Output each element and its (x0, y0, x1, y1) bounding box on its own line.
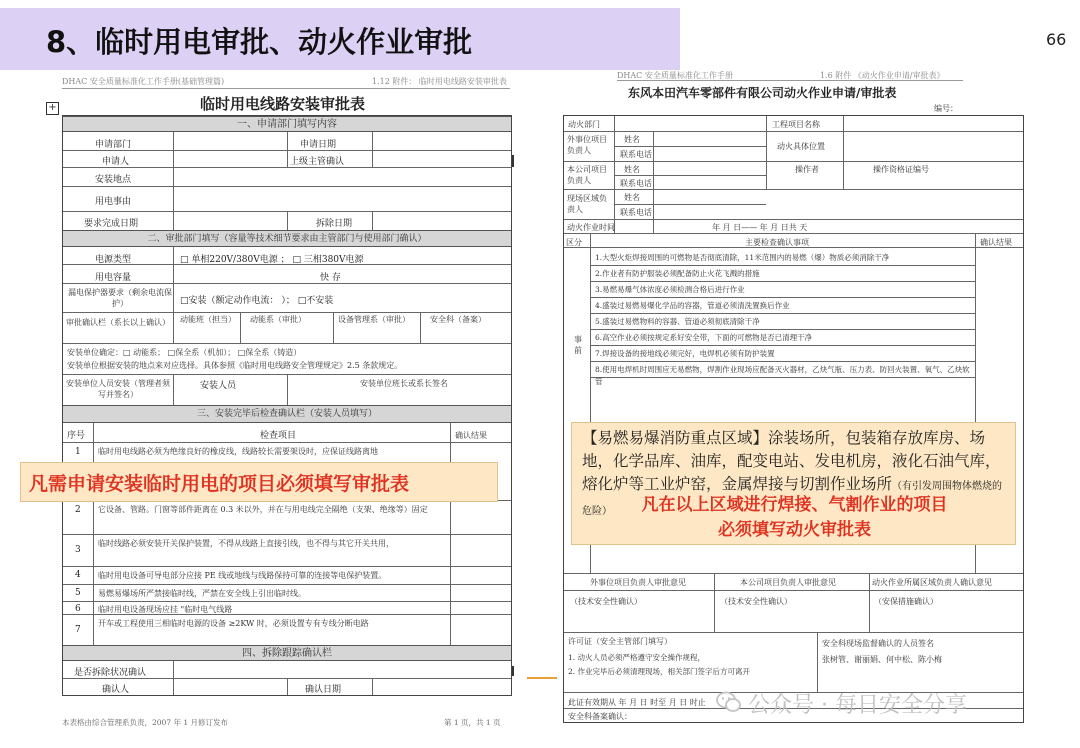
hot-check-item: 3.易燃易爆气体浓度必须检测合格后进行作业 (595, 285, 745, 294)
check-no: 6 (75, 604, 81, 614)
hot-check-item: 4.盛装过易燃易爆化学品的容器，管道必须清洗置换后作业 (595, 301, 790, 310)
check-no: 4 (75, 570, 81, 580)
date-label: 申请日期 (300, 140, 337, 150)
right-form-header-right: 1.6 附件 《动火作业申请/审批表》 (820, 71, 945, 80)
approve-dept-2: 动能系（审批） (250, 315, 306, 324)
main-check-header: 主要检查确认事项 (745, 238, 809, 247)
check-no: 1 (75, 447, 81, 457)
page-number: 66 (1046, 30, 1067, 49)
project-name-label: 工程项目名称 (772, 120, 820, 129)
opinion-sub-3: （安保措施确认） (874, 597, 938, 606)
check-text: 临时线路必须安装开关保护装置，不得从线路上直接引线，也不得与其它开关共用， (98, 539, 394, 548)
table-move-icon[interactable]: + (46, 102, 59, 115)
hot-work-callout-red-2: 必须填写动火审批表 (718, 520, 871, 540)
category-header: 区分 (566, 238, 582, 247)
watermark: 公众号 · 每日安全分享 (748, 693, 967, 718)
hot-check-item: 2.作业者有防护服装必须配备防止火花飞溅的措施 (595, 269, 760, 278)
area-leader-label: 现场区域负责人 (567, 194, 607, 214)
left-footer-right: 第 1 页，共 1 页 (444, 718, 501, 727)
power-type-label: 电源类型 (95, 255, 132, 265)
confirm-date-label: 确认日期 (305, 685, 342, 695)
before-label: 事前 (574, 335, 582, 355)
install-unit-note-2: 安装单位根据安装的地点来对应选择。具体参照《临时用电线路安全管理规定》2.5 条款规定。 (67, 361, 403, 370)
applicant-label: 申请人 (102, 157, 130, 167)
check-result-header: 确认结果 (455, 431, 487, 440)
hot-check-item: 8.使用电焊机时周围应无易燃物，焊割作业现场应配备灭火器材，乙炔气瓶、压力表、防回火装置、氧气、乙炔软管 (595, 365, 970, 386)
leader-label: 上级主管确认 (290, 157, 345, 167)
hot-position-label: 动火具体位置 (777, 142, 825, 151)
check-result-header-r: 确认结果 (980, 238, 1012, 247)
check-text: 易燃易爆场所严禁接临时线，严禁在安全线上引出临时线。 (98, 589, 306, 598)
permit-confirm-label: 安全科现场监督确认的人员签名 (822, 639, 934, 648)
reason-label: 用电事由 (95, 197, 132, 207)
opinion-area: 动火作业所属区域负责人确认意见 (872, 578, 992, 587)
approve-dept-1: 动能班（担当） (180, 315, 236, 324)
hot-check-item: 7.焊接设备的接地线必须完好，电焊机必须有防护装置 (595, 349, 775, 358)
right-form-header-left: DHAC 安全质量标准化工作手册 (617, 71, 733, 80)
check-no: 2 (75, 505, 81, 515)
check-item-header: 检查项目 (260, 431, 297, 441)
key-area-note: （有引发周围物体燃烧的危险） (582, 481, 1003, 517)
capacity-extra: 快 存 (320, 273, 341, 283)
hot-work-callout (571, 422, 1016, 545)
operator-label: 操作者 (795, 165, 819, 174)
permit-label: 许可证（安全主管部门填写） (568, 637, 672, 646)
name-label-1: 姓名 (624, 135, 640, 144)
slide-title: 8、临时用电审批、动火作业审批 (46, 25, 473, 59)
left-footer-left: 本表格由综合管理系负责，2007 年 1 月修订发布 (62, 718, 229, 727)
permit-line-2: 2. 作业完毕后必须清理现场，相关部门签字后方可离开 (568, 667, 751, 676)
check-text: 开车或工程使用三相临时电源的设备 ≥2KW 时，必须设置专有专线分断电路 (98, 619, 369, 628)
right-form-title: 东风本田汽车零部件有限公司动火作业申请/审批表 (628, 86, 897, 100)
place-label: 安装地点 (95, 175, 132, 185)
capacity-label: 用电容量 (95, 273, 132, 283)
temp-power-callout (20, 462, 498, 502)
opinion-sub-2: （技术安全性确认） (720, 597, 792, 606)
installer-label: 安装人员 (200, 381, 237, 391)
cert-label: 操作资格证编号 (873, 165, 929, 174)
company-leader-label: 本公司项目负责人 (567, 165, 607, 185)
section-2-header: 二、审批部门填写（容量等技术细节要求由主管部门与使用部门确认） (63, 230, 511, 247)
dept-label: 申请部门 (95, 140, 132, 150)
form-code: 编号： (934, 104, 958, 113)
install-sign-label: 安装单位人员安装（管理者须写并签名） (66, 379, 170, 399)
section-1-header: 一、申请部门填写内容 (63, 116, 511, 132)
section-3-header: 三、安装完毕后检查确认栏（安装人员填写） (63, 405, 511, 423)
name-label-2: 姓名 (624, 165, 640, 174)
approve-dept-3: 设备管理系（审批） (338, 315, 410, 324)
remove-date-label: 拆除日期 (316, 219, 353, 229)
tel-label-2: 联系电话 (620, 179, 652, 188)
hot-check-item: 5.盛装过易燃物料的容器、管道必须彻底清除干净 (595, 317, 760, 326)
confirm-person-label: 确认人 (102, 685, 130, 695)
name-label-3: 姓名 (624, 193, 640, 202)
opinion-sub-1: （技术安全性确认） (570, 597, 642, 606)
check-no-header: 序号 (67, 431, 86, 441)
hot-check-item: 1.大型火炬焊接周围的可燃物是否彻底清除，11米范围内的易燃（爆）物质必须消除干净 (595, 253, 890, 262)
hot-dept-label: 动火部门 (568, 120, 600, 129)
power-type-options: □ 单相220V/380V电源 ； □ 三相380V电源 (180, 255, 364, 265)
protector-label: 漏电保护器要求（剩余电流保护） (68, 288, 172, 308)
hot-work-callout-red-1: 凡在以上区域进行焊接、气割作业的项目 (641, 495, 948, 515)
left-form-title: 临时用电线路安装审批表 (200, 95, 366, 113)
approve-dept-4: 安全科（备案） (430, 315, 486, 324)
left-form-header-right: 1.12 附件： 临时用电线路安装审批表 (372, 77, 507, 86)
outside-leader-label: 外事位项目负责人 (567, 135, 607, 155)
approve-label: 审批确认栏（系长以上确认） (66, 318, 170, 327)
connector-line (527, 677, 557, 679)
check-text: 它设备、管路。门窗等部件距离在 0.3 米以外，并在与用电线完全隔绝（支架、绝缘等）固定 (98, 505, 428, 514)
valid-period: 此证有效期从 年 月 日 时至 月 日 时止 (568, 698, 706, 707)
install-unit-note-1: 安装单位确定：□ 动能系； □保全系（机加）； □保全系（铸造） (67, 348, 302, 357)
hot-time-label: 动火作业时间 (567, 223, 615, 232)
key-area-text: 【易燃易爆消防重点区域】涂装场所，包装箱存放库房、场地，化学品库、油库，配变电站、发电机房，液化石油气库，熔化炉等工业炉窑，金属焊接与切割作业场所 (582, 429, 1001, 493)
protector-options: □安装（额定动作电流： ）； □不安装 (180, 296, 334, 306)
section-4-header: 四、拆除跟踪确认栏 (63, 645, 511, 661)
opinion-company: 本公司项目负责人审批意见 (740, 578, 836, 587)
check-no: 3 (75, 545, 81, 555)
finish-date-label: 要求完成日期 (84, 219, 139, 229)
check-text: 临时用电设备可导电部分应接 PE 线或地线与线路保持可靠的连接等电保护装置。 (98, 571, 387, 580)
left-form-header-left: DHAC 安全质量标准化工作手册(基础管理篇) (62, 77, 225, 86)
tel-label-3: 联系电话 (620, 208, 652, 217)
permit-names: 张树管、谢丽娟、何中松、陈小梅 (822, 655, 942, 664)
manager-sign-label: 安装单位班长或系长签名 (360, 379, 448, 388)
hot-check-item: 6.高空作业必须按规定系好安全带，下面的可燃物是否已清理干净 (595, 333, 813, 342)
check-text: 临时用电线路必须为绝缘良好的橡皮线，线路较长需要架设时，应保证线路离地 (98, 447, 378, 456)
check-no: 5 (75, 588, 81, 598)
temp-power-callout-text: 凡需申请安装临时用电的项目必须填写审批表 (29, 473, 410, 495)
removal-confirm-label: 是否拆除状况确认 (74, 668, 147, 678)
wechat-logo-icon (716, 690, 742, 714)
archive-label: 安全科备案确认： (568, 712, 632, 721)
check-text: 临时用电设备现场应挂 "临时电气线路 (98, 605, 233, 614)
tel-label-1: 联系电话 (620, 150, 652, 159)
check-no: 7 (75, 625, 81, 635)
permit-line-1: 1. 动火人员必须严格遵守安全操作规程， (568, 653, 706, 662)
opinion-outside: 外事位项目负责人审批意见 (590, 578, 686, 587)
hot-time-value: 年 月 日—— 年 月 日共 天 (712, 223, 808, 232)
